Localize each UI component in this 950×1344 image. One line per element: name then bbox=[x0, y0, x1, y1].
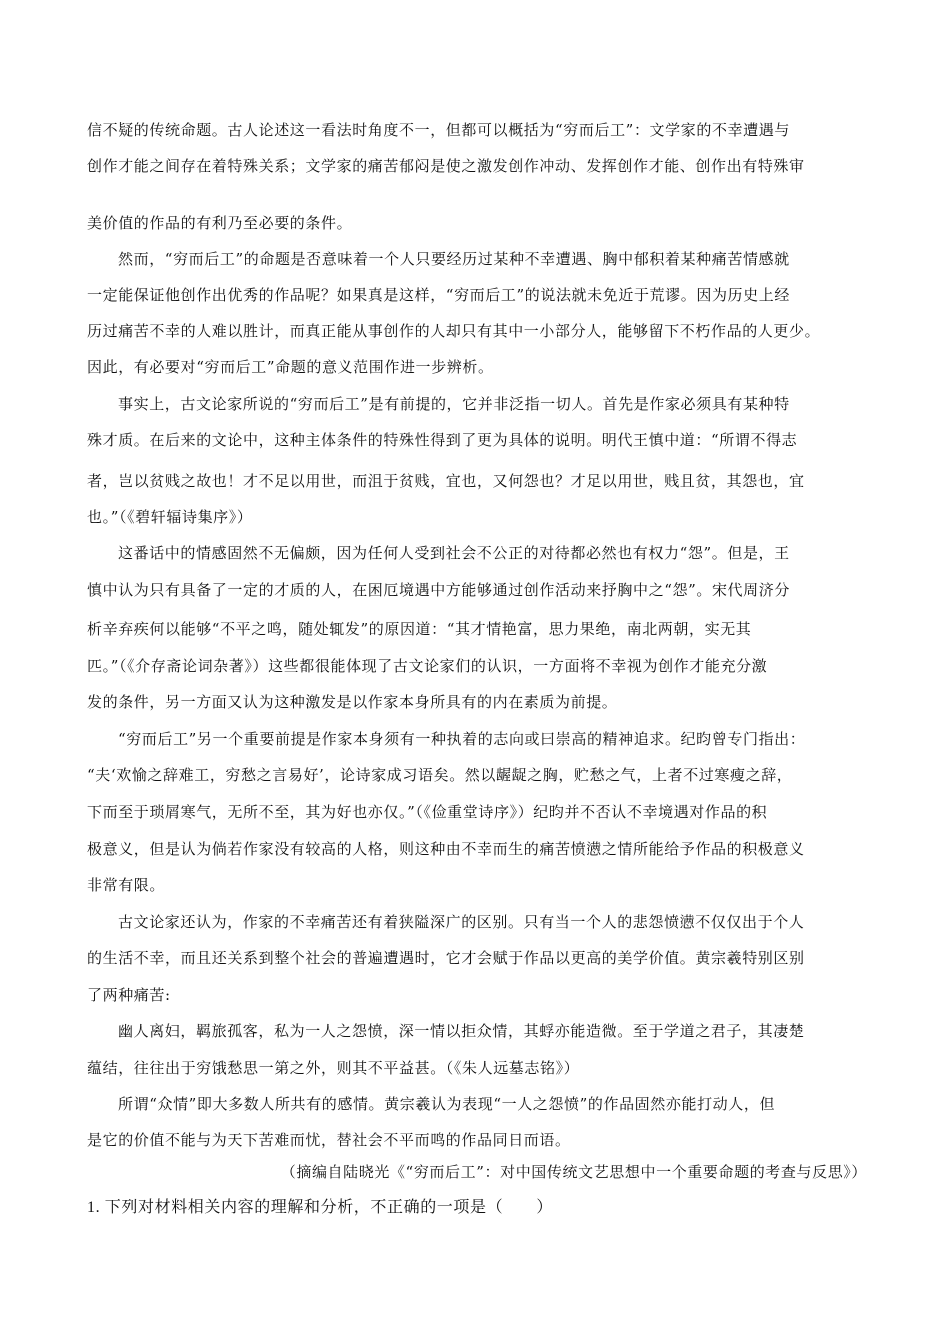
passage-line: 一定能保证他创作出优秀的作品呢？如果真是这样，“穷而后工”的说法就未免近于荒谬。因为历史上经 bbox=[87, 286, 790, 304]
passage-line: 慎中认为只有具备了一定的才质的人，在困厄境遇中方能够通过创作活动来抒胸中之“怨”。宋代周济分 bbox=[87, 581, 790, 599]
paragraph-start: “穷而后工”另一个重要前提是作家本身须有一种执着的志向或曰崇高的精神追求。纪昀曾专门指出： bbox=[118, 730, 806, 748]
passage-line: 也。”（《碧轩辐诗集序》） bbox=[87, 508, 253, 526]
question-1: 1. 下列对材料相关内容的理解和分析，不正确的一项是（ ） bbox=[87, 1199, 554, 1216]
quotation-line: 蕴结，往往出于穷饿愁思一第之外，则其不平益甚。（《朱人远墓志铭》） bbox=[87, 1059, 580, 1077]
paragraph-start: 这番话中的情感固然不无偏颇，因为任何人受到社会不公正的对待都必然也有权力“怨”。但是，王 bbox=[118, 544, 790, 562]
passage-line: 者，岂以贫贱之故也！才不足以用世，而沮于贫贱，宜也，又何怨也？才足以用世，贱且贫，其怨也，宜 bbox=[87, 472, 805, 490]
passage-line: “夫‘欢愉之辞难工，穷愁之言易好’，论诗家成习语矣。然以龌龊之胸，贮愁之气，上者不过寒瘦之辞， bbox=[87, 766, 793, 784]
passage-line: 析辛弃疾何以能够“不平之鸣，随处辄发”的原因道：“其才情艳富，思力果绝，南北两朝，实无其 bbox=[87, 620, 752, 638]
paragraph-start: 古文论家还认为，作家的不幸痛苦还有着狭隘深广的区别。只有当一个人的悲怨愤懑不仅仅出于个人 bbox=[118, 913, 805, 931]
passage-line: 因此，有必要对“穷而后工”命题的意义范围作进一步辨析。 bbox=[87, 358, 494, 376]
passage-line: 历过痛苦不幸的人难以胜计，而真正能从事创作的人却只有其中一小部分人，能够留下不朽作品的人更少。 bbox=[87, 322, 821, 340]
paragraph-start: 事实上，古文论家所说的“穷而后工”是有前提的，它并非泛指一切人。首先是作家必须具有某种特 bbox=[118, 395, 790, 413]
passage-line: 的生活不幸，而且还关系到整个社会的普遍遭遇时，它才会赋于作品以更高的美学价值。黄宗羲特别区别 bbox=[87, 949, 805, 967]
passage-line: 了两种痛苦: bbox=[87, 986, 171, 1004]
quotation-line: 幽人离妇，羁旅孤客，私为一人之怨愤，深一情以拒众情，其蜉亦能造微。至于学道之君子，其凄楚 bbox=[118, 1022, 805, 1040]
paragraph-start: 所谓“众情”即大多数人所共有的感情。黄宗羲认为表现“一人之怨愤”的作品固然亦能打动人，但 bbox=[118, 1095, 776, 1113]
passage-line: 下而至于琐屑寒气，无所不至，其为好也亦仅。”（《俭重堂诗序》）纪昀并不否认不幸境遇对作品的积 bbox=[87, 803, 768, 821]
passage-line: 美价值的作品的有利乃至必要的条件。 bbox=[87, 214, 353, 232]
passage-line: 殊才质。在后来的文论中，这种主体条件的特殊性得到了更为具体的说明。明代王慎中道：“所谓不得志 bbox=[87, 431, 798, 449]
passage-line: 发的条件，另一方面又认为这种激发是以作家本身所具有的内在素质为前提。 bbox=[87, 693, 618, 711]
passage-line: 极意义，但是认为倘若作家没有较高的人格，则这种由不幸而生的痛苦愤懑之情所能给予作品的积极意义 bbox=[87, 840, 805, 858]
passage-line: 匹。”（《介存斋论词杂著》）这些都很能体现了古文论家们的认识，一方面将不幸视为创作才能充分激 bbox=[87, 657, 768, 675]
passage-line: 非常有限。 bbox=[87, 876, 166, 894]
source-citation: （摘编自陆晓光《“穷而后工”：对中国传统文艺思想中一个重要命题的考查与反思》） bbox=[280, 1163, 867, 1181]
passage-line: 创作才能之间存在着特殊关系；文学家的痛苦郁闷是使之激发创作冲动、发挥创作才能、创作出有特殊审 bbox=[87, 157, 805, 175]
passage-line: 是它的价值不能与为天下苦难而忧，替社会不平而鸣的作品同日而语。 bbox=[87, 1131, 571, 1149]
paragraph-start: 然而，“穷而后工”的命题是否意味着一个人只要经历过某种不幸遭遇、胸中郁积着某种痛苦情感就 bbox=[118, 250, 790, 268]
passage-line: 信不疑的传统命题。古人论述这一看法时角度不一，但都可以概括为“穷而后工”：文学家的不幸遭遇与 bbox=[87, 121, 790, 139]
